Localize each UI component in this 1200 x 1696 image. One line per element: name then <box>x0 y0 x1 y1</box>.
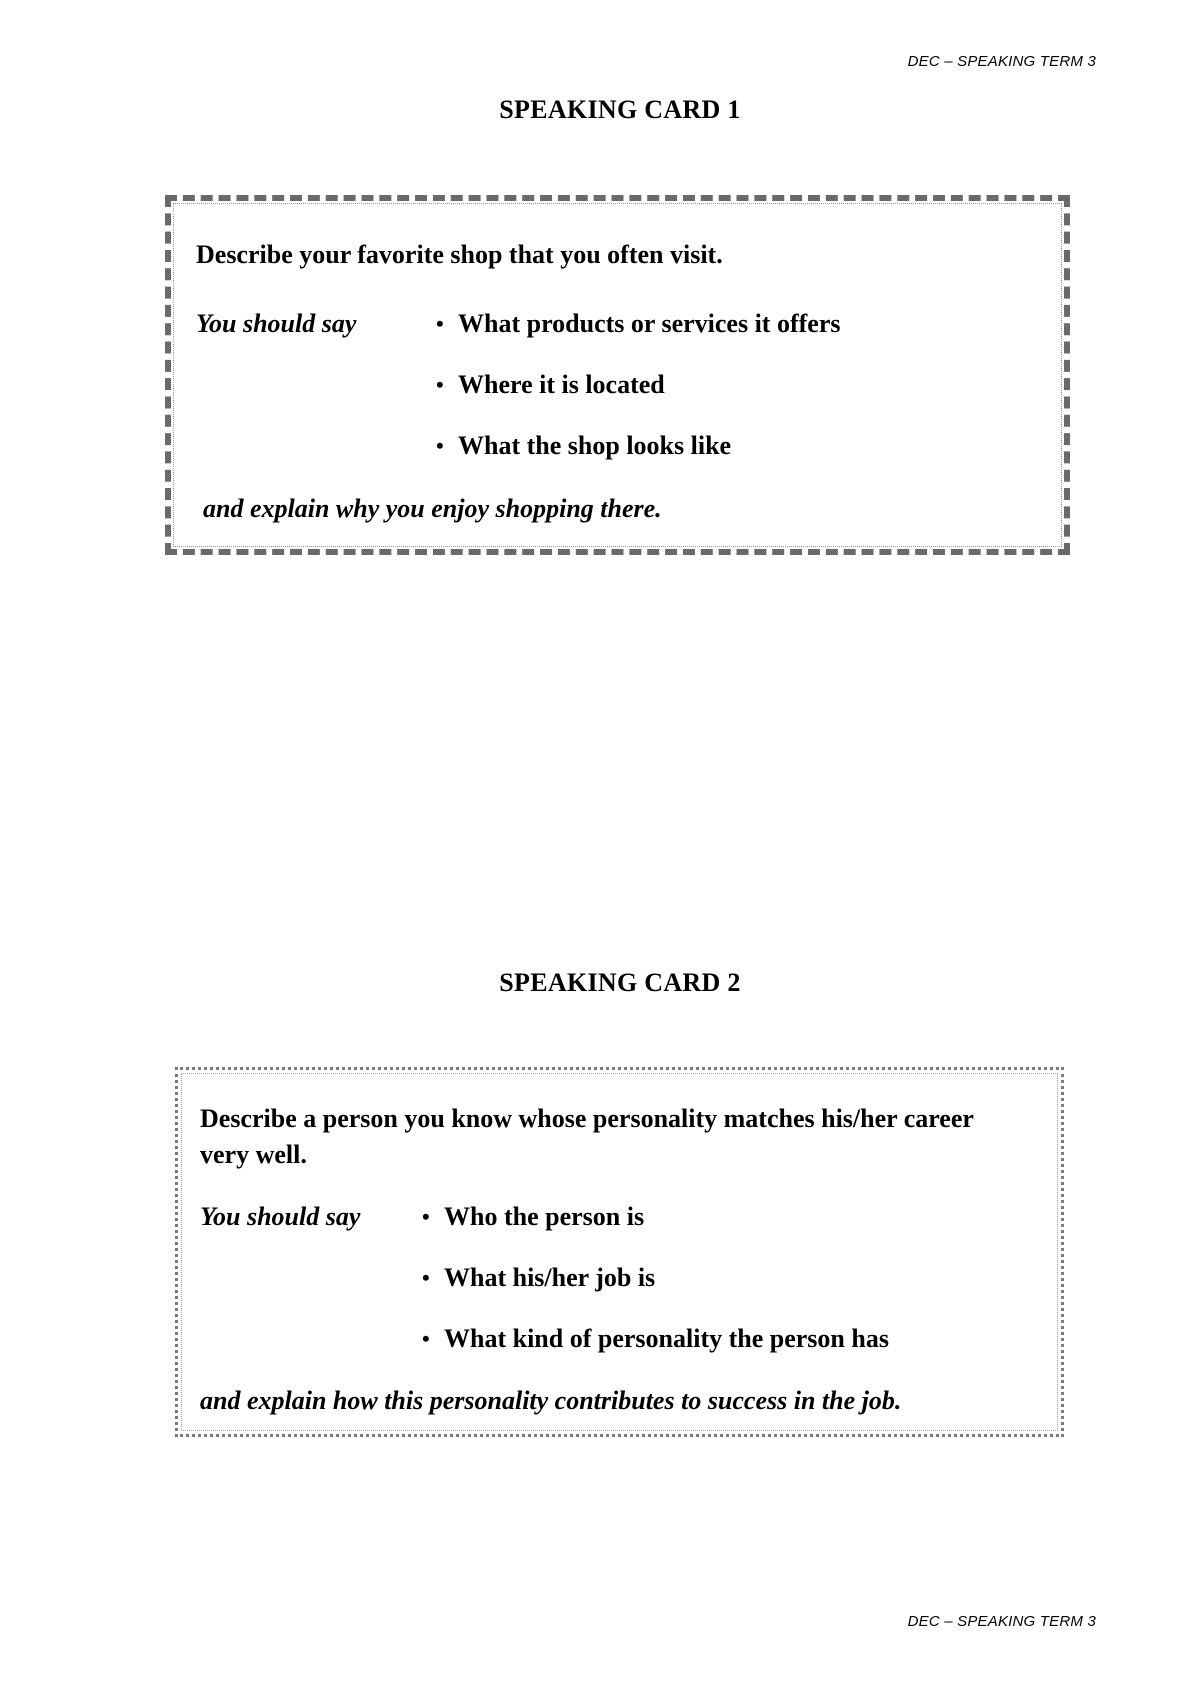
card-1-prompt: Describe your favorite shop that you often visit. <box>196 240 723 269</box>
bullet-item <box>422 1263 889 1324</box>
bullet-icon: • <box>436 433 444 458</box>
card-1-should-say-label: You should say <box>196 309 357 338</box>
card-2-bullet-list <box>422 1202 889 1385</box>
speaking-card-1 <box>165 195 1070 555</box>
card-2-closing: and explain how this personality contributes to success in the job. <box>200 1386 902 1415</box>
bullet-text: What his/her job is <box>444 1263 656 1292</box>
bullet-item <box>436 370 840 431</box>
page-footer: DEC – SPEAKING TERM 3 <box>907 1613 1096 1630</box>
bullet-text: What the shop looks like <box>458 431 732 460</box>
bullet-icon: • <box>422 1204 430 1229</box>
bullet-text: What products or services it offers <box>458 309 841 338</box>
card-2-prompt: Describe a person you know whose personality matches his/her career very well. <box>200 1104 974 1169</box>
page-header: DEC – SPEAKING TERM 3 <box>907 53 1096 70</box>
bullet-text: Who the person is <box>444 1202 645 1231</box>
card-1-closing: and explain why you enjoy shopping there. <box>203 494 662 523</box>
bullet-icon: • <box>436 372 444 397</box>
bullet-text: Where it is located <box>458 370 665 399</box>
card-2-should-say-label: You should say <box>200 1202 361 1231</box>
bullet-item <box>436 309 840 370</box>
bullet-item <box>436 431 840 492</box>
bullet-icon: • <box>436 311 444 336</box>
bullet-icon: • <box>422 1265 430 1290</box>
bullet-text: What kind of personality the person has <box>444 1324 889 1353</box>
card-1-title: SPEAKING CARD 1 <box>499 95 741 124</box>
bullet-item <box>422 1202 889 1263</box>
card-1-bullet-list <box>436 309 840 492</box>
card-2-title: SPEAKING CARD 2 <box>499 968 741 997</box>
bullet-item <box>422 1324 889 1385</box>
speaking-card-2 <box>175 1067 1064 1437</box>
bullet-icon: • <box>422 1326 430 1351</box>
